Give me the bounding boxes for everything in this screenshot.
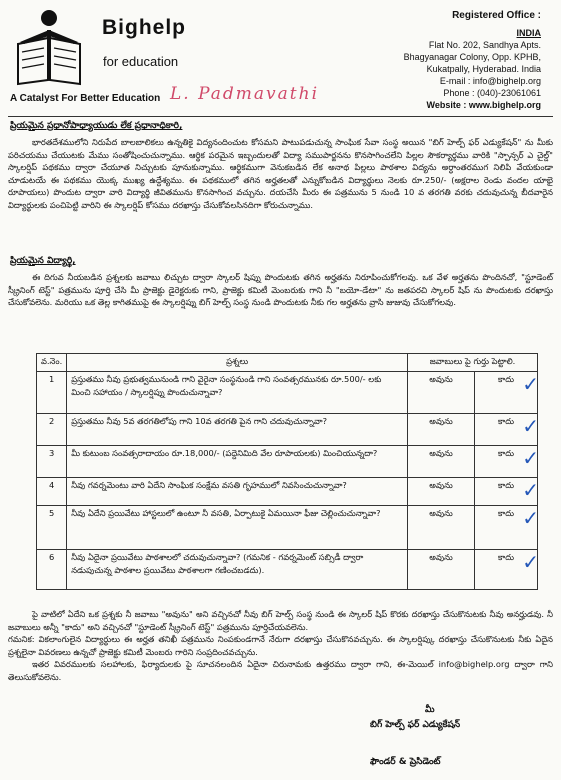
tick-mark-icon: ✓ bbox=[522, 550, 539, 574]
answer-yes[interactable]: అవును bbox=[408, 550, 475, 590]
row-question: మీ కుటుంబ సంవత్సరాదాయం రూ.18,000/- (పద్దెనిమిది వేల రూపాయలకు) మించియున్నదా? bbox=[67, 446, 408, 478]
col-header-answer: జవాబులు పై గుర్తు పెట్టాలి. bbox=[408, 354, 538, 372]
office-line: Flat No. 202, Sandhya Apts. bbox=[428, 40, 541, 50]
header-divider bbox=[8, 116, 553, 117]
answer-no-label: కాదు bbox=[498, 416, 514, 426]
answer-no-label: కాదు bbox=[498, 374, 514, 384]
row-number: 5 bbox=[37, 506, 67, 550]
closing-word: మీ bbox=[425, 705, 435, 715]
tick-mark-icon: ✓ bbox=[522, 372, 539, 396]
answer-no[interactable] bbox=[475, 372, 538, 414]
answer-yes[interactable]: అవును bbox=[408, 446, 475, 478]
tick-mark-icon: ✓ bbox=[522, 478, 539, 502]
row-number: 2 bbox=[37, 414, 67, 446]
tick-mark-icon: ✓ bbox=[522, 506, 539, 530]
brand-subtitle: for education bbox=[103, 54, 179, 69]
table-row bbox=[37, 478, 538, 506]
intro-paragraph-text: భారతదేశములోని నిరుపేద బాలబాలికలు ఉన్నతికై విద్యనందించుట కోసమని పాటుపడుచున్న సాంఘిక సేవా సంస్థ అయిన "బిగ్ హెల్ప్ ఫర్ ఎడ్యుకేషన్" ను మీకు పరిచయము చేయుటకు మేము సంతోషించుచున్నాము. ఆర్థిక పరమైన ఇబ్బందులతో విద్యా సముపార్జనను కొనసాగించలేని పిల్లల సౌకర్యార్థము వారికి "స్పాన్సర్ ఎ చైల్డ్" స్కాలర్షిప్ పథకము ద్వారా చేయూత నిచ్చుటకు పూనుకున్నాము. ఆర్థికముగా వెనుకబడిన లేక అనాథ పిల్లలు పాఠశాల విద్యను అర్ధాంతరముగ నిలిపి వేయకుండా చూడుటయే ఈ పథకము యొక్క ముఖ్య ఉద్దేశ్యము. ఈ పథకములో తగిన అర్హతలతో ఎన్నుకోబడిన విద్యార్థులు నెలకు రూ.250/- (అక్షరాల రెండు వందల యాభై రూపాయలు) పొందుట ద్వారా వారి విద్యార్థి జీవితమును కొనసాగించ వచ్చును. దయచేసి మీరు ఈ పత్రమును 5 నుండి 10 వ తరగతి వరకు చదువుచున్న బీదవారైన విద్యార్థులకు పంచిపెట్టి వారిని ఈ స్కాలర్షిప్ కోసము దరఖాస్తు చేసుకోవలసినదిగా కోరుచున్నాము. bbox=[8, 137, 553, 210]
answer-no-label: కాదు bbox=[498, 508, 514, 518]
row-question: ప్రస్తుతము నీవు ప్రభుత్వమునుండి గాని వైరైనా సంస్థనుండి గాని సంవత్సరమునకు రూ.500/- లకు మించి సహాయం / స్కాలర్షిప్ను పొందుచున్నావా? bbox=[67, 372, 408, 414]
col-header-number: వ.నెం. bbox=[37, 354, 67, 372]
footer-note-contact: ఇతర వివరములకు సలహాలకు, ఫిర్యాదులకు పై సూచనలందిన ఏదైనా చిరునామకు ఉత్తరము ద్వారా గాని, ఈ-మెయిల్ info@bighelp.org ద్వారా గాని తెలుసుకోవలెను. bbox=[8, 659, 553, 682]
answer-no[interactable] bbox=[475, 446, 538, 478]
answer-no[interactable] bbox=[475, 478, 538, 506]
office-line: Bhagyanagar Colony, Opp. KPHB, bbox=[403, 52, 541, 62]
answer-no-label: కాదు bbox=[498, 480, 514, 490]
tick-mark-icon: ✓ bbox=[522, 414, 539, 438]
brand-name: Bighelp bbox=[102, 16, 186, 39]
office-line: Kukatpally, Hyderabad. India bbox=[426, 64, 541, 74]
salutation-student: ప్రియమైన విద్యార్థి, bbox=[10, 256, 76, 266]
student-paragraph bbox=[8, 271, 553, 309]
table-header-row bbox=[37, 354, 538, 372]
answer-yes[interactable]: అవును bbox=[408, 506, 475, 550]
row-number: 3 bbox=[37, 446, 67, 478]
closing-role: ఫౌండర్ & ప్రెసిడెంట్ bbox=[370, 757, 441, 767]
row-question: నీవు ఏదేని ప్రయివేటు హాస్టలులో ఉంటూ నీ వసతి, ఏర్పాటుకై ఏమయినా ఫీజు చెల్లించుచున్నావా? bbox=[67, 506, 408, 550]
office-heading: Registered Office : bbox=[452, 10, 541, 21]
table-row bbox=[37, 550, 538, 590]
bighelp-logo-icon bbox=[14, 8, 84, 88]
office-website: Website : www.bighelp.org bbox=[426, 100, 541, 110]
office-country: INDIA bbox=[516, 28, 541, 38]
tagline: A Catalyst For Better Education bbox=[10, 93, 161, 104]
table-row bbox=[37, 446, 538, 478]
row-question: నీవు ఏదైనా ప్రయివేటు పాఠశాలలో చదువుచున్నావా? (గమనిక - గవర్నమెంట్ సబ్సిడీ ద్వారా నడుపుచున్న పాఠశాల ప్రయివేటు పాఠశాలగా గణించబడదు). bbox=[67, 550, 408, 590]
table-row bbox=[37, 506, 538, 550]
row-number: 6 bbox=[37, 550, 67, 590]
answer-yes[interactable]: అవును bbox=[408, 414, 475, 446]
closing-org: బిగ్ హెల్ప్ ఫర్ ఎడ్యుకేషన్ bbox=[370, 720, 461, 730]
row-question: నీవు గవర్నమెంటు వారి ఏదేని సాంఘిక సంక్షేమ వసతి గృహములో నివసించుచున్నావా? bbox=[67, 478, 408, 506]
answer-no-label: కాదు bbox=[498, 552, 514, 562]
row-number: 1 bbox=[37, 372, 67, 414]
footer-notes bbox=[8, 608, 553, 684]
footer-note-disabled: గమనిక: వికలాంగులైన విద్యార్థులు ఈ అర్హత తనిఖీ పత్రమును నింపకుండగానే నేరుగా దరఖాస్తు చేసుకొనవచ్చును. ఈ స్కాలర్షిప్కు దరఖాస్తు చేసుకొనుటకు నీకు ఏదైన ప్రశ్నలైనా వివరణలు ఉన్నచో ప్రాజెక్టు కమిటీ మెంబరు గారిని సంప్రదించవచ్చును. bbox=[8, 634, 553, 657]
row-question: ప్రస్తుతము నీవు 5వ తరగతిలోపు గాని 10వ తరగతి పైన గాని చదువుచున్నావా? bbox=[67, 414, 408, 446]
answer-no-label: కాదు bbox=[498, 448, 514, 458]
office-phone: Phone : (040)-23061061 bbox=[443, 88, 541, 98]
table-row bbox=[37, 372, 538, 414]
registered-office bbox=[404, 10, 541, 111]
answer-no[interactable] bbox=[475, 414, 538, 446]
eligibility-table bbox=[36, 353, 538, 590]
footer-note-eligibility: పై వాటిలో ఏదేని ఒక ప్రశ్నకు నీ జవాబు "అవును" అని వచ్చినచో నీవు బిగ్ హెల్ప్ సంస్థ నుండి ఈ స్కాలర్ షిప్ కొరకు దరఖాస్తు చేసుకొనుటకు నీవు అనర్హుడవు. నీ జవాబులు అన్నీ "కాదు" అని వచ్చినచో "స్టూడెంట్ స్క్రీనింగ్ టెస్ట్" పత్రమును పూర్తిచేయవలెను. bbox=[8, 609, 553, 632]
col-header-question: ప్రశ్నలు bbox=[67, 354, 408, 372]
intro-paragraph bbox=[8, 136, 553, 212]
answer-yes[interactable]: అవును bbox=[408, 372, 475, 414]
office-email: E-mail : info@bighelp.org bbox=[439, 76, 541, 86]
answer-no[interactable] bbox=[475, 506, 538, 550]
salutation-principal: ప్రియమైన ప్రధానోపాధ్యాయుడు లేక ప్రధానాధికారి, bbox=[10, 121, 183, 131]
row-number: 4 bbox=[37, 478, 67, 506]
handwritten-name: L. Padmavathi bbox=[170, 84, 320, 104]
answer-no[interactable] bbox=[475, 550, 538, 590]
answer-yes[interactable]: అవును bbox=[408, 478, 475, 506]
table-row bbox=[37, 414, 538, 446]
student-paragraph-text: ఈ దిగువ నీయబడిన ప్రశ్నలకు జవాబు లిచ్చుట ద్వారా స్కాలర్ షిప్ను పొందుటకు తగిన అర్హతను నిరూపించుకోగలవు. ఒక వేళ అర్హతను పొందినచో, "స్టూడెంట్ స్క్రీనింగ్ టెస్ట్" పత్రమును పూర్తి చేసి మీ ప్రాజెక్టు డైరెక్టరుకు గాని, ప్రాజెక్టు కమిటీ మెంబరుకు గాని నీ "బయో-డేటా" ను జతపరచి స్కాలర్ షిప్ ను పొందుటకు దరఖాస్తు చేసుకోవలెను. మరియు ఒక తెల్ల కాగితముపై ఈ స్కాలర్షిప్ను బిగ్ హెల్ప్ సంస్థ నుండి పొందుటకు నీకు గల అర్హతను వ్రాసి జుజువు చేసుకోగలవు. bbox=[8, 272, 553, 308]
tick-mark-icon: ✓ bbox=[522, 446, 539, 470]
